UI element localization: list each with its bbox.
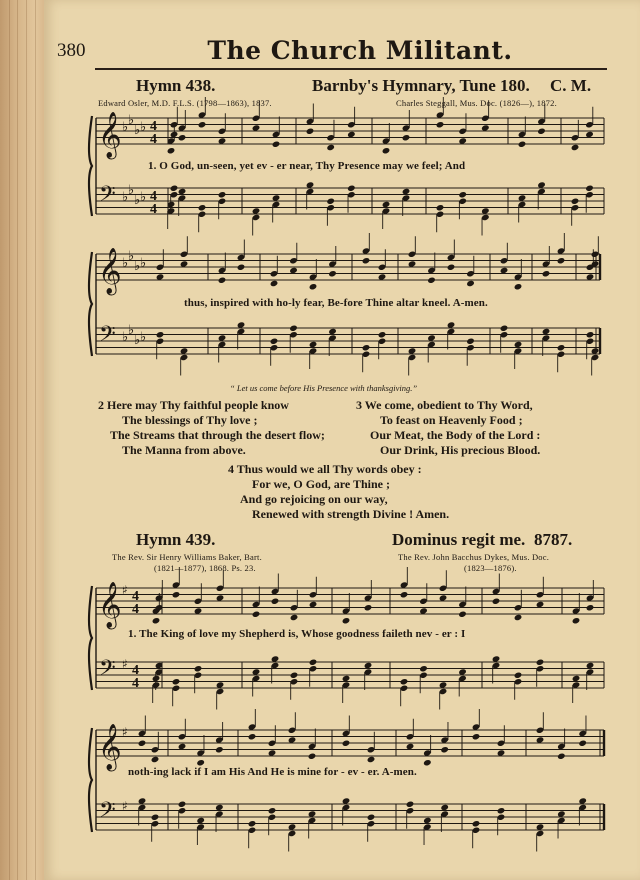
- svg-text:4: 4: [150, 202, 157, 217]
- svg-text:♭: ♭: [140, 256, 147, 271]
- svg-text:4: 4: [150, 132, 157, 147]
- treble-clef: 𝄞: [98, 582, 122, 628]
- svg-text:♭: ♭: [140, 330, 147, 345]
- bass-clef: 𝄢: [99, 182, 116, 212]
- svg-text:4: 4: [150, 189, 157, 204]
- hymn-438-caption: “ Let us come before His Presence with thanksgiving.”: [230, 383, 418, 393]
- svg-text:♭: ♭: [122, 330, 129, 345]
- svg-text:4: 4: [132, 589, 139, 604]
- page-edge: [0, 0, 44, 880]
- verse-4-line-2: For we, O God, are Thine ;: [252, 477, 390, 491]
- verse-3-line-3: Our Meat, the Body of the Lord :: [370, 428, 541, 442]
- svg-text:♭: ♭: [128, 323, 135, 338]
- hymn-439-author-line-2: (1821—1877), 1868. Ps. 23.: [154, 563, 256, 573]
- page-number: 380: [57, 40, 86, 61]
- verse-3-line-2: To feast on Heavenly Food ;: [380, 413, 523, 427]
- hymn-438-lyric-line-1: 1. O God, un-seen, yet ev - er near, Thy Presence may we feel; And: [148, 160, 466, 172]
- hymn-438-meter: C. M.: [550, 76, 592, 95]
- running-title: The Church Militant.: [207, 36, 513, 65]
- svg-text:♭: ♭: [122, 120, 129, 135]
- hymn-439-tune: Dominus regit me.: [392, 530, 526, 549]
- verse-2-line-2: The blessings of Thy love ;: [122, 413, 258, 427]
- svg-text:♯: ♯: [122, 799, 128, 813]
- hymn-439-composer-line-2: (1823—1876).: [464, 563, 517, 573]
- treble-clef: 𝄞: [98, 112, 122, 158]
- treble-clef: 𝄞: [98, 724, 122, 770]
- hymn-439-composer-line-1: The Rev. John Bacchus Dykes, Mus. Doc.: [398, 552, 550, 562]
- hymn-438-lyric-line-2: thus, inspired with ho-ly fear, Be-fore Thine altar kneel. A-men.: [184, 297, 488, 309]
- svg-text:♭: ♭: [128, 113, 135, 128]
- hymn-439-title: Hymn 439.: [136, 530, 216, 549]
- verse-2-line-3: The Streams that through the desert flow;: [110, 428, 325, 442]
- hymn-439-system-2: [96, 716, 608, 840]
- svg-text:4: 4: [132, 663, 139, 678]
- hymn-438-author: Edward Osler, M.D. F.L.S. (1798—1863), 1837.: [98, 98, 272, 108]
- verse-3-line-4: Our Drink, His precious Blood.: [380, 443, 541, 457]
- hymn-438-title: Hymn 438.: [136, 76, 216, 95]
- hymn-438-tune: Barnby's Hymnary, Tune 180.: [312, 76, 530, 95]
- hymn-439-lyric-line-1: 1. The King of love my Shepherd is, Whose goodness faileth nev - er : I: [128, 628, 466, 640]
- svg-text:♭: ♭: [122, 190, 129, 205]
- title-rule: [95, 68, 607, 70]
- svg-text:♭: ♭: [140, 120, 147, 135]
- hymn-439-lyric-line-2: noth-ing lack if I am His And He is mine for - ev - er. A-men.: [128, 766, 417, 778]
- svg-text:♯: ♯: [122, 657, 128, 671]
- hymn-439-meter: 8787.: [534, 530, 573, 549]
- hymn-439-author-line-1: The Rev. Sir Henry Williams Baker, Bart.: [112, 552, 262, 562]
- svg-text:♭: ♭: [134, 123, 141, 138]
- svg-text:♭: ♭: [140, 190, 147, 205]
- svg-text:♭: ♭: [128, 183, 135, 198]
- svg-text:4: 4: [132, 602, 139, 617]
- hymn-438-composer: Charles Steggall, Mus. Doc. (1826—), 1872.: [396, 98, 557, 108]
- treble-clef: 𝄞: [98, 248, 122, 294]
- svg-text:♭: ♭: [134, 193, 141, 208]
- bass-clef: 𝄢: [99, 322, 116, 352]
- svg-text:♭: ♭: [134, 259, 141, 274]
- verse-4-line-1: 4 Thus would we all Thy words obey :: [228, 462, 422, 476]
- verse-3-line-1: 3 We come, obedient to Thy Word,: [356, 398, 533, 412]
- svg-text:♭: ♭: [122, 256, 129, 271]
- verse-2-line-4: The Manna from above.: [122, 443, 246, 457]
- svg-text:4: 4: [150, 119, 157, 134]
- verse-2-line-1: 2 Here may Thy faithful people know: [98, 398, 289, 412]
- svg-text:4: 4: [132, 676, 139, 691]
- svg-text:♯: ♯: [122, 725, 128, 739]
- bass-clef: 𝄢: [99, 656, 116, 686]
- bass-clef: 𝄢: [99, 798, 116, 828]
- svg-text:♭: ♭: [128, 249, 135, 264]
- verse-4-line-4: Renewed with strength Divine ! Amen.: [252, 507, 450, 521]
- svg-text:♭: ♭: [134, 333, 141, 348]
- verse-4-line-3: And go rejoicing on our way,: [240, 492, 388, 506]
- svg-text:♯: ♯: [122, 583, 128, 597]
